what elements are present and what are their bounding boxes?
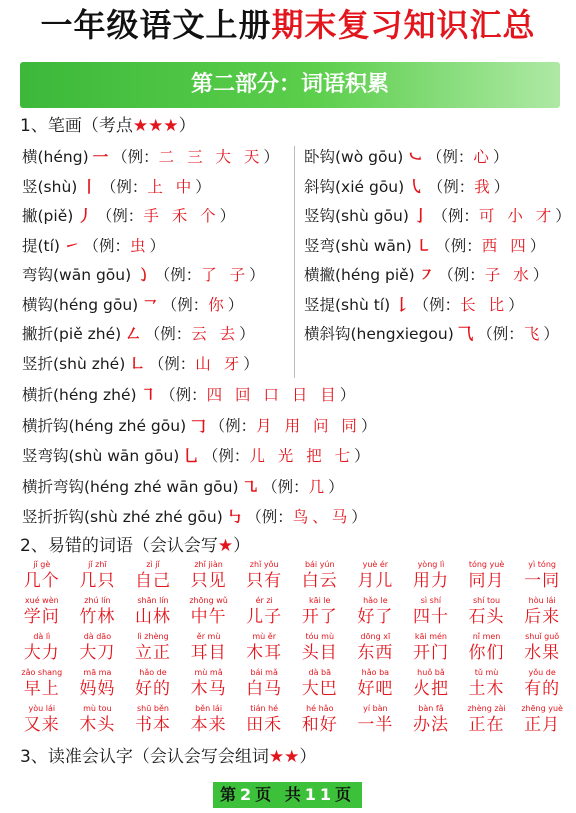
word-item [403, 596, 459, 632]
word-item [236, 668, 292, 704]
word-chars: 四十 [412, 607, 449, 627]
word-pinyin: hǎo ba [361, 668, 390, 677]
word-item [403, 560, 459, 596]
word-pinyin: yòu lái [28, 704, 56, 713]
example-chars: 我 [474, 177, 494, 196]
stroke-glyph: ⺄ [457, 325, 474, 343]
example-chars: 儿 光 把 七 [249, 447, 355, 465]
example-suffix: ） [351, 508, 367, 526]
example-chars: 西 四 [481, 236, 530, 255]
word-pinyin: shān lín [137, 596, 169, 605]
word-item [125, 704, 181, 740]
example-chars: 了 子 [201, 266, 250, 284]
stroke-glyph: 𠄌 [394, 295, 410, 314]
word-pinyin: yuè ér [362, 560, 389, 569]
title-highlight: 期末复习知识汇总 [271, 6, 536, 44]
word-chars: 石头 [468, 607, 505, 627]
word-pinyin: zhǐ jiàn [194, 560, 223, 569]
stroke-glyph: 丿 [77, 207, 93, 225]
word-chars: 中午 [190, 607, 227, 627]
example-suffix: ） [360, 416, 377, 435]
word-item [403, 704, 459, 740]
stroke-name: 横钩(héng gōu) [22, 295, 139, 314]
stroke-name: 提(tí) [22, 236, 60, 255]
stroke-row [22, 294, 243, 316]
example-chars: 虫 [130, 236, 150, 255]
word-chars: 好的 [134, 679, 171, 699]
example-prefix: （例： [477, 325, 524, 343]
example-suffix: ） [195, 177, 211, 196]
word-item [514, 560, 570, 596]
word-chars: 学问 [23, 607, 60, 627]
word-chars: 山林 [134, 607, 171, 627]
word-chars: 自己 [134, 571, 171, 591]
stroke-name: 斜钩(xié gōu) [304, 177, 405, 196]
word-chars: 几个 [23, 571, 60, 591]
word-item [459, 560, 515, 596]
section-3-label: 3、读准会认字（会认会写会组词 [20, 747, 269, 767]
word-row [14, 632, 570, 668]
example-chars: 手 禾 个 [143, 207, 220, 225]
word-pinyin: bái yún [304, 560, 335, 569]
word-chars: 后来 [524, 607, 561, 627]
stroke-name: 竖弯钩(shù wān gōu) [22, 447, 180, 465]
word-pinyin: hǎo le [363, 596, 388, 605]
example-suffix: ） [354, 447, 370, 465]
word-chars: 只见 [190, 571, 227, 591]
word-chars: 办法 [412, 715, 449, 735]
word-chars: 大力 [23, 643, 60, 663]
stroke-row [22, 205, 235, 227]
stroke-glyph: 一 [92, 148, 109, 166]
word-chars: 白马 [246, 679, 283, 699]
word-pinyin: zhēng yuè [521, 704, 563, 713]
word-item [459, 632, 515, 668]
word-chars: 一同 [524, 571, 561, 591]
word-item [348, 704, 404, 740]
word-chars: 和好 [301, 715, 338, 735]
stroke-row [22, 506, 367, 528]
example-suffix: ） [219, 207, 236, 225]
section-1-close: ） [178, 116, 196, 136]
example-prefix: （例： [96, 207, 144, 225]
word-pinyin: hòu lái [528, 596, 556, 605]
word-pinyin: jǐ zhī [88, 560, 107, 569]
stroke-row [304, 235, 545, 257]
word-pinyin: shuǐ guǒ [525, 632, 560, 641]
word-item [459, 704, 515, 740]
page-total: 11 [304, 785, 335, 804]
example-prefix: （例： [160, 386, 207, 404]
example-prefix: （例： [209, 416, 257, 435]
word-pinyin: dà lì [33, 632, 51, 641]
stroke-row [304, 146, 508, 168]
example-chars: 山 牙 [195, 354, 244, 373]
word-chars: 大巴 [301, 679, 338, 699]
stroke-glyph: ㇗ [129, 354, 145, 373]
word-pinyin: zhú lín [84, 596, 111, 605]
word-chars: 木耳 [246, 643, 283, 663]
example-prefix: （例： [154, 266, 202, 284]
word-item [236, 560, 292, 596]
word-chars: 白云 [301, 571, 338, 591]
stroke-glyph: 亅 [412, 207, 429, 225]
stroke-name: 横折弯钩(héng zhé wān gōu) [22, 477, 239, 496]
word-chars: 你们 [468, 643, 505, 663]
example-chars: 长 比 [460, 295, 509, 314]
stroke-glyph: ㇂ [408, 177, 424, 196]
stroke-name: 竖(shù) [22, 177, 78, 196]
word-item [70, 668, 126, 704]
stroke-name: 竖提(shù tí) [304, 295, 391, 314]
stroke-row [304, 323, 559, 345]
example-suffix: ） [493, 177, 510, 196]
word-chars: 正月 [524, 715, 561, 735]
stroke-row [22, 445, 370, 467]
word-item [236, 704, 292, 740]
stroke-glyph: ㇀ [63, 236, 80, 255]
word-chars: 木头 [79, 715, 116, 735]
word-item [181, 560, 237, 596]
stroke-row [22, 146, 279, 168]
stroke-glyph: ㇈ [242, 477, 259, 496]
word-pinyin: mù mǎ [194, 668, 223, 677]
word-pinyin: tián hé [250, 704, 279, 713]
word-item [14, 704, 70, 740]
stroke-glyph: ㇕ [140, 386, 157, 404]
word-item [70, 560, 126, 596]
word-chars: 火把 [412, 679, 449, 699]
page-mid: 页 共 [255, 785, 305, 804]
stroke-name: 横(héng) [22, 148, 89, 166]
word-row [14, 560, 570, 596]
example-prefix: （例： [112, 148, 159, 166]
word-pinyin: xué wèn [24, 596, 59, 605]
word-item [70, 704, 126, 740]
word-pinyin: yì tóng [528, 560, 556, 569]
word-chars: 儿子 [246, 607, 283, 627]
word-pinyin: tóng yuè [468, 560, 505, 569]
word-chars: 有的 [524, 679, 561, 699]
example-prefix: （例： [83, 236, 131, 255]
word-chars: 开门 [412, 643, 449, 663]
word-pinyin: mù tou [83, 704, 112, 713]
word-item [125, 560, 181, 596]
word-chars: 田禾 [246, 715, 283, 735]
stroke-glyph: ㇖ [142, 295, 158, 314]
page-title [0, 0, 576, 50]
stroke-name: 竖折折钩(shù zhé zhé gōu) [22, 508, 223, 526]
example-suffix: ） [328, 477, 344, 496]
stroke-glyph: 乚 [183, 447, 199, 465]
word-chars: 本来 [190, 715, 227, 735]
word-item [292, 704, 348, 740]
word-pinyin: dà dāo [83, 632, 112, 641]
word-item [403, 632, 459, 668]
section-banner: 第二部分：词语积累 [20, 62, 560, 108]
word-pinyin: dōng xī [360, 632, 391, 641]
example-chars: 上 中 [147, 177, 196, 196]
title-main: 一年级语文上册 [40, 6, 272, 44]
word-pinyin: hǎo de [139, 668, 167, 677]
word-chars: 东西 [357, 643, 394, 663]
word-pinyin: nǐ men [472, 632, 501, 641]
section-2-stars: ★ [217, 536, 234, 556]
example-chars: 鸟、马 [292, 508, 352, 526]
word-item [70, 596, 126, 632]
word-item [514, 596, 570, 632]
word-pinyin: tǔ mù [474, 668, 499, 677]
word-chars: 头目 [301, 643, 338, 663]
example-chars: 飞 [523, 325, 544, 343]
word-pinyin: kāi le [309, 596, 331, 605]
word-chars: 耳目 [190, 643, 227, 663]
example-prefix: （例： [413, 295, 461, 314]
word-item [348, 596, 404, 632]
stroke-row [22, 235, 165, 257]
example-suffix: ） [239, 325, 255, 343]
stroke-name: 竖弯(shù wān) [304, 236, 412, 255]
word-pinyin: yǒu de [528, 668, 556, 677]
word-pinyin: huǒ bǎ [417, 668, 445, 677]
word-chars: 木马 [190, 679, 227, 699]
example-prefix: （例： [246, 508, 293, 526]
word-pinyin: hé hǎo [306, 704, 334, 713]
stroke-row [22, 415, 376, 437]
word-chars: 土木 [468, 679, 505, 699]
word-pinyin: zì jǐ [146, 560, 160, 569]
stroke-row [22, 476, 344, 498]
word-item [181, 704, 237, 740]
example-prefix: （例： [432, 207, 479, 225]
word-pinyin: zhōng wǔ [189, 596, 228, 605]
stroke-row [22, 264, 265, 286]
word-chars: 早上 [23, 679, 60, 699]
word-row [14, 596, 570, 632]
stroke-row [22, 176, 211, 198]
word-pinyin: zhǐ yǒu [249, 560, 279, 569]
example-suffix: ） [529, 236, 546, 255]
stroke-glyph: ㇄ [415, 236, 432, 255]
word-chars: 只有 [246, 571, 283, 591]
example-suffix: ） [339, 386, 356, 404]
word-item [236, 596, 292, 632]
word-item [292, 560, 348, 596]
stroke-row [22, 323, 255, 345]
example-chars: 子 水 [484, 266, 533, 284]
stroke-row [304, 294, 524, 316]
word-grid [14, 560, 570, 740]
stroke-name: 横折钩(héng zhé gōu) [22, 416, 187, 435]
word-pinyin: jǐ gè [33, 560, 51, 569]
word-item [14, 668, 70, 704]
section-1-label: 1、笔画（考点 [20, 116, 133, 136]
word-pinyin: bàn fǎ [418, 704, 444, 713]
word-chars: 同月 [468, 571, 505, 591]
example-suffix: ） [227, 295, 244, 314]
word-chars: 正在 [468, 715, 505, 735]
stroke-glyph: ㇉ [226, 508, 243, 526]
word-chars: 用力 [412, 571, 449, 591]
section-3-heading [20, 745, 316, 769]
word-item [125, 632, 181, 668]
example-prefix: （例： [148, 354, 196, 373]
example-suffix: ） [543, 325, 559, 343]
example-prefix: （例： [427, 177, 475, 196]
word-pinyin: lì zhèng [137, 632, 169, 641]
word-chars: 开了 [301, 607, 338, 627]
stroke-row [22, 384, 355, 406]
example-prefix: （例： [262, 477, 309, 496]
example-suffix: ） [249, 266, 265, 284]
word-item [125, 596, 181, 632]
word-item [181, 668, 237, 704]
word-chars: 大刀 [79, 643, 116, 663]
example-suffix: ） [149, 236, 166, 255]
stroke-glyph: 丨 [81, 177, 97, 196]
example-prefix: （例： [144, 325, 192, 343]
stroke-name: 弯钩(wān gōu) [22, 266, 132, 284]
page-post: 页 [335, 785, 356, 804]
stroke-row [304, 176, 509, 198]
example-chars: 四 回 口 日 目 [206, 386, 340, 404]
example-suffix: ） [243, 354, 259, 373]
stroke-name: 撇(piě) [22, 207, 74, 225]
stroke-name: 撇折(piě zhé) [22, 325, 122, 343]
stroke-name: 竖钩(shù gōu) [304, 207, 409, 225]
word-pinyin: tóu mù [305, 632, 335, 641]
word-item [292, 596, 348, 632]
example-prefix: （例： [435, 236, 482, 255]
stroke-glyph: ㇁ [135, 266, 151, 284]
example-chars: 你 [208, 295, 228, 314]
section-1-heading [20, 114, 196, 138]
example-prefix: （例： [202, 447, 250, 465]
word-chars: 妈妈 [79, 679, 116, 699]
example-chars: 几 [308, 477, 329, 496]
word-item [403, 668, 459, 704]
example-chars: 二 三 大 天 [158, 148, 264, 166]
word-chars: 好吧 [357, 679, 394, 699]
example-chars: 云 去 [191, 325, 240, 343]
section-2-heading [20, 534, 250, 558]
word-item [181, 632, 237, 668]
word-item [14, 632, 70, 668]
word-pinyin: ěr mù [196, 632, 221, 641]
word-row [14, 668, 570, 704]
column-divider [294, 146, 295, 378]
example-prefix: （例： [438, 266, 485, 284]
example-prefix: （例： [161, 295, 209, 314]
word-pinyin: shí tou [472, 596, 501, 605]
example-prefix: （例： [426, 148, 474, 166]
example-chars: 可 小 才 [478, 207, 556, 225]
word-chars: 一半 [357, 715, 394, 735]
stroke-name: 横折(héng zhé) [22, 386, 137, 404]
word-item [292, 668, 348, 704]
word-item [514, 704, 570, 740]
stroke-row [304, 205, 571, 227]
word-pinyin: yí bàn [363, 704, 388, 713]
word-item [14, 560, 70, 596]
stroke-row [304, 264, 548, 286]
stroke-glyph: ㇇ [418, 266, 435, 284]
word-chars: 竹林 [79, 607, 116, 627]
word-pinyin: zhèng zài [467, 704, 506, 713]
stroke-name: 竖折(shù zhé) [22, 354, 126, 373]
word-item [459, 668, 515, 704]
word-pinyin: bái mǎ [250, 668, 278, 677]
word-item [459, 596, 515, 632]
section-2-label: 2、易错的词语（会认会写 [20, 536, 218, 556]
word-item [348, 560, 404, 596]
stroke-glyph: 𠃌 [190, 416, 206, 435]
word-item [348, 668, 404, 704]
word-pinyin: ér zi [255, 596, 273, 605]
word-chars: 好了 [357, 607, 394, 627]
stroke-name: 横撇(héng piě) [304, 266, 415, 284]
page-pre: 第 [220, 785, 241, 804]
example-suffix: ） [263, 148, 279, 166]
section-2-close: ） [233, 536, 251, 556]
word-row [14, 704, 570, 740]
example-suffix: ） [492, 148, 509, 166]
word-item [125, 668, 181, 704]
example-chars: 心 [473, 148, 493, 166]
word-pinyin: zǎo shang [21, 668, 63, 677]
word-pinyin: mù ěr [252, 632, 276, 641]
section-1-stars: ★★★ [132, 116, 179, 136]
word-pinyin: yòng lì [417, 560, 445, 569]
word-item [70, 632, 126, 668]
example-prefix: （例： [100, 177, 148, 196]
word-item [292, 632, 348, 668]
word-item [348, 632, 404, 668]
word-item [514, 632, 570, 668]
word-chars: 月儿 [357, 571, 394, 591]
word-item [181, 596, 237, 632]
section-3-close: ） [299, 747, 317, 767]
page-indicator [213, 782, 362, 808]
word-item [14, 596, 70, 632]
word-pinyin: mā ma [83, 668, 112, 677]
word-item [236, 632, 292, 668]
section-3-stars: ★★ [268, 747, 300, 767]
stroke-row [22, 353, 259, 375]
word-chars: 又来 [23, 715, 60, 735]
example-suffix: ） [508, 295, 524, 314]
word-chars: 书本 [134, 715, 171, 735]
word-pinyin: sì shí [420, 596, 442, 605]
word-pinyin: běn lái [195, 704, 223, 713]
stroke-name: 横斜钩(hengxiegou) [304, 325, 454, 343]
word-pinyin: kāi mén [414, 632, 447, 641]
word-pinyin: shū běn [137, 704, 169, 713]
word-pinyin: dà bā [308, 668, 332, 677]
word-chars: 立正 [134, 643, 171, 663]
page-number: 2 [240, 785, 256, 804]
word-chars: 水果 [524, 643, 561, 663]
word-chars: 几只 [79, 571, 116, 591]
example-suffix: ） [555, 207, 571, 225]
stroke-glyph: ㇜ [125, 325, 141, 343]
word-item [514, 668, 570, 704]
example-chars: 月 用 问 同 [256, 416, 361, 435]
example-suffix: ） [532, 266, 549, 284]
stroke-name: 卧钩(wò gōu) [304, 148, 404, 166]
stroke-glyph: ㇃ [407, 148, 423, 166]
